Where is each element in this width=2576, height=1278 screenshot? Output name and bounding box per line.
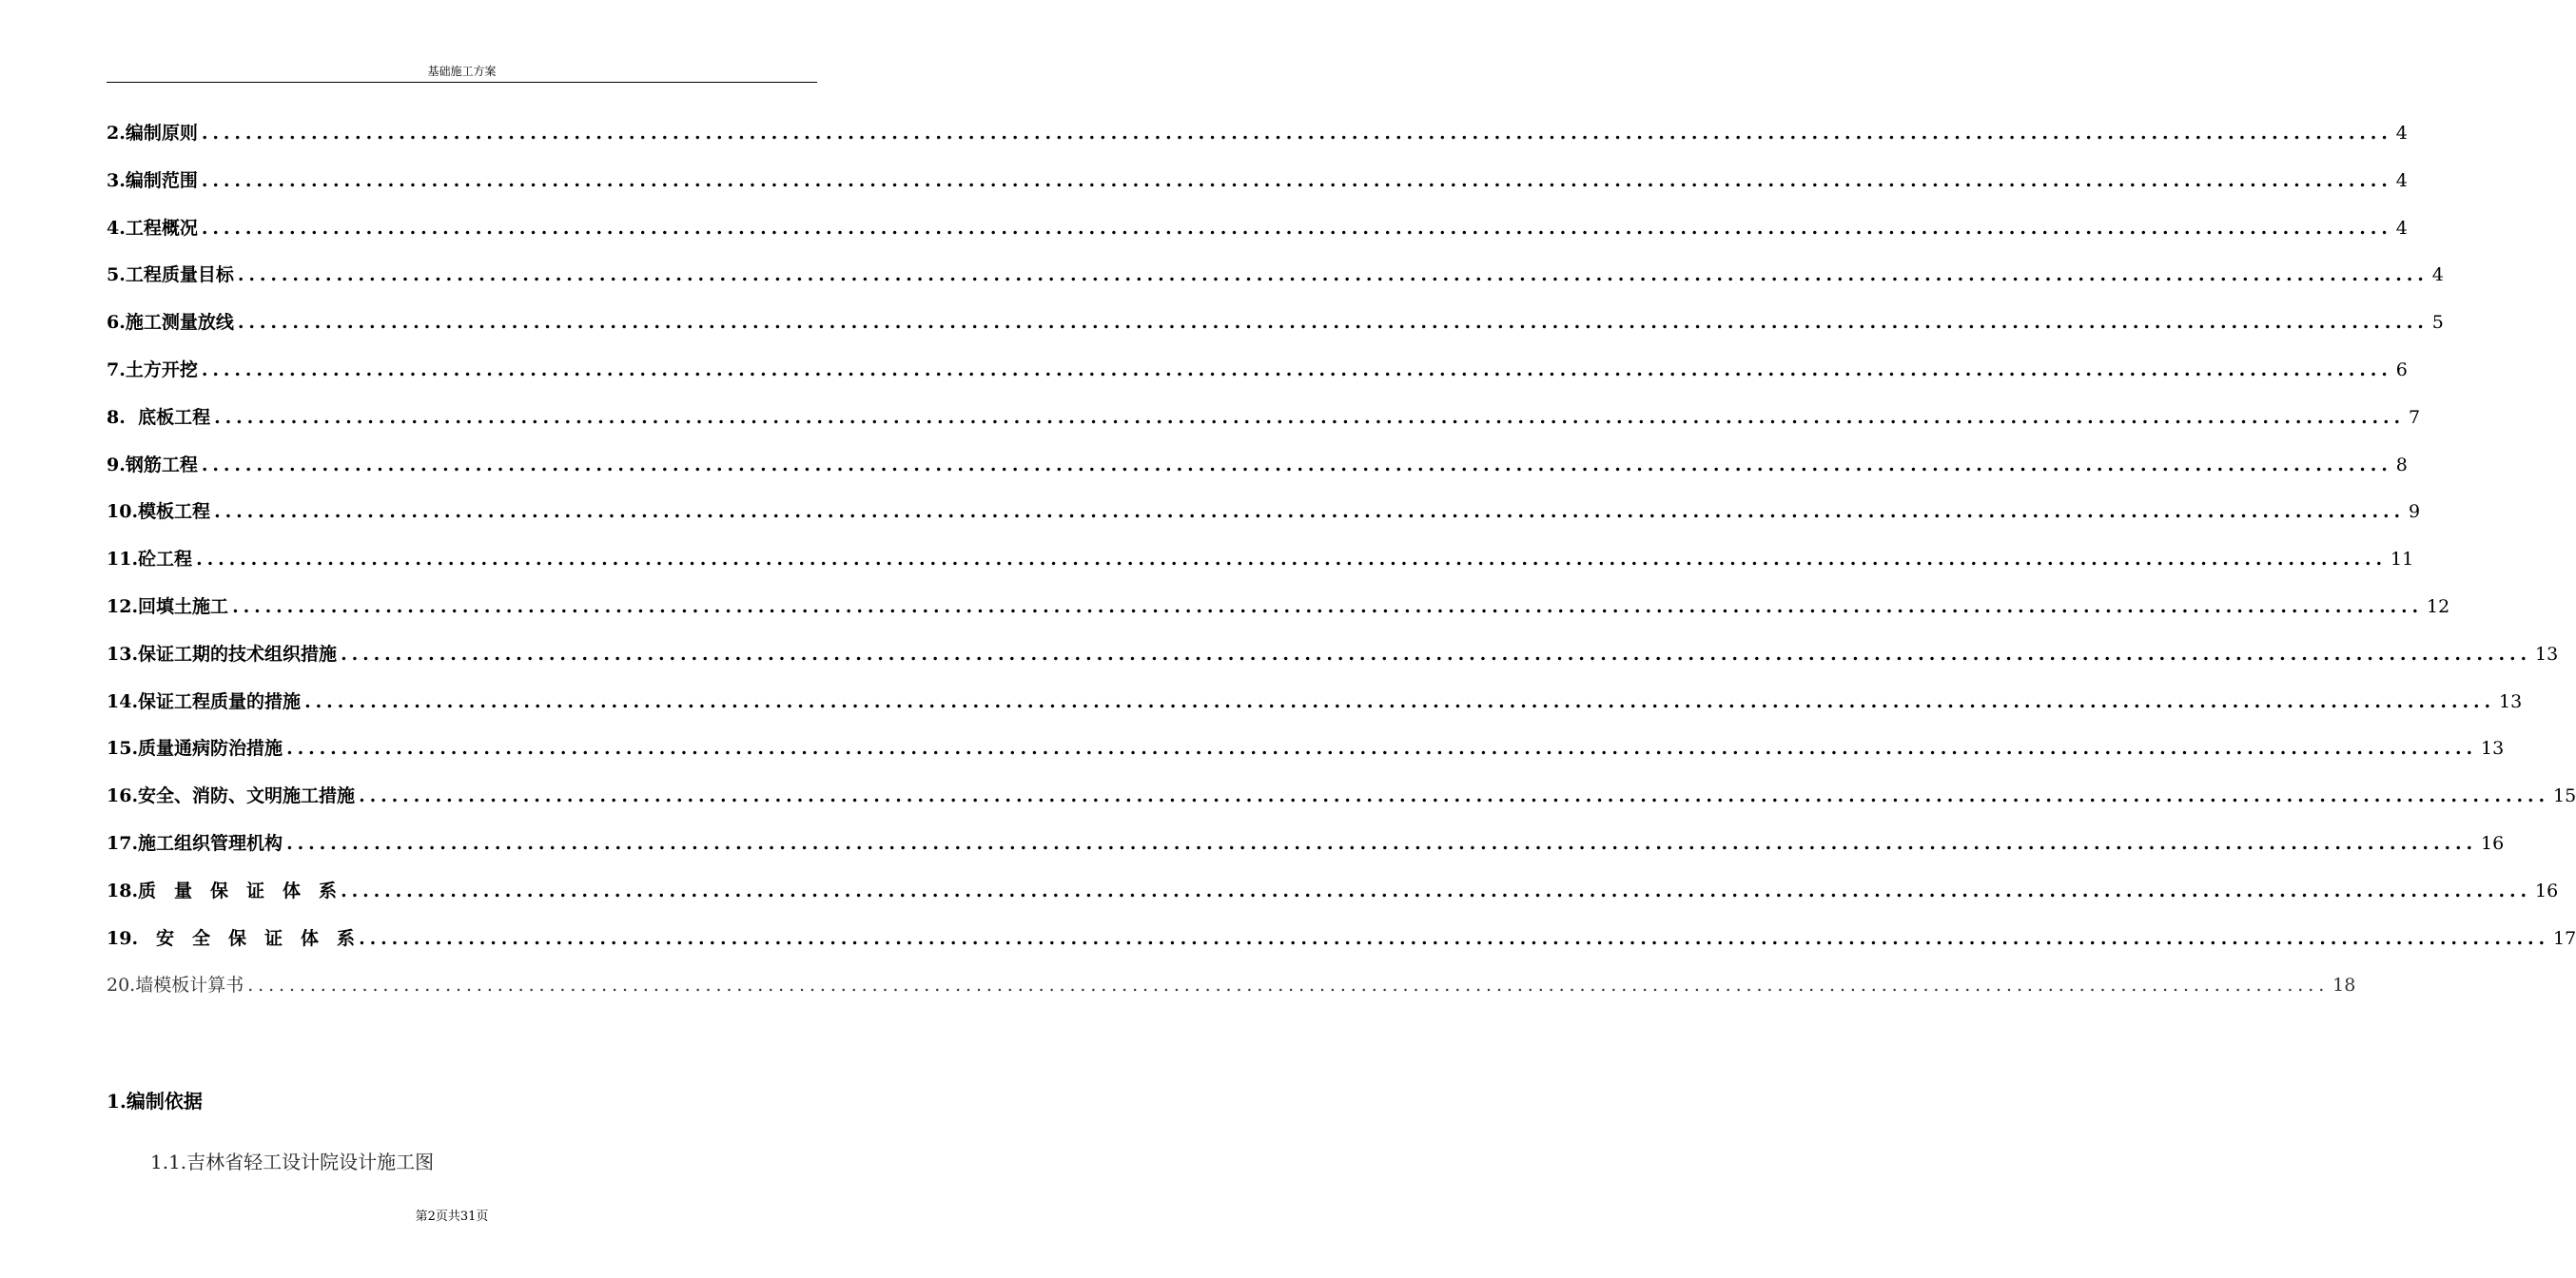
toc-entry[interactable]	[107, 261, 2444, 309]
page-header	[107, 61, 817, 83]
toc-entry-page: 5	[2431, 312, 2444, 334]
toc-entry-label: 15.质量通病防治措施	[107, 738, 283, 760]
toc-entry[interactable]	[107, 452, 2408, 499]
toc-dot-leader: ........................................................................................................................................................................................................	[286, 832, 2478, 854]
toc-entry-label: 19. 安 全 保 证 体 系	[107, 927, 356, 949]
toc-dot-leader: ........................................................................................................................................................................................................	[304, 690, 2496, 712]
toc-entry[interactable]	[107, 498, 2421, 546]
toc-entry-page: 15	[2553, 785, 2576, 807]
toc-entry-label: 13.保证工期的技术组织措施	[107, 643, 338, 665]
toc-entry-label: 6.施工测量放线	[107, 312, 234, 334]
toc-dot-leader: ........................................................................................................................................................................................................	[201, 454, 2392, 475]
toc-entry-page: 13	[2535, 643, 2559, 665]
toc-entry[interactable]	[107, 641, 2559, 688]
page-footer	[0, 1206, 904, 1224]
toc-entry-label: 9.钢筋工程	[107, 454, 198, 475]
toc-dot-leader: ........................................................................................................................................................................................................	[201, 217, 2392, 239]
toc-entry-page: 4	[2431, 264, 2444, 286]
toc-entry[interactable]	[107, 546, 2414, 593]
toc-entry-label: 18.质 量 保 证 体 系	[107, 880, 338, 901]
toc-entry-label: 2.编制原则	[107, 123, 198, 144]
toc-entry-page: 4	[2395, 217, 2408, 239]
toc-entry-page: 6	[2395, 358, 2408, 380]
toc-dot-leader: ........................................................................................................................................................................................................	[359, 927, 2550, 949]
toc-dot-leader: ........................................................................................................................................................................................................	[201, 123, 2392, 144]
toc-dot-leader: ........................................................................................................................................................................................................	[237, 312, 2429, 334]
toc-entry-page: 7	[2409, 406, 2421, 428]
toc-entry-page: 13	[2481, 738, 2505, 760]
toc-entry[interactable]	[107, 783, 2576, 830]
toc-entry-label: 16.安全、消防、文明施工措施	[107, 785, 356, 807]
toc-entry-label: 20.墙模板计算书	[107, 975, 244, 997]
toc-entry-label: 14.保证工程质量的措施	[107, 690, 302, 712]
toc-entry-label: 10.模板工程	[107, 501, 211, 523]
toc-entry-page: 17	[2553, 927, 2576, 949]
toc-dot-leader: ........................................................................................................................................................................................................	[359, 785, 2550, 807]
toc-entry-page: 16	[2535, 880, 2559, 901]
table-of-contents	[107, 120, 2576, 1019]
toc-entry[interactable]	[107, 972, 2356, 1019]
toc-entry[interactable]	[107, 215, 2408, 262]
toc-dot-leader: ........................................................................................................................................................................................................	[201, 358, 2392, 380]
toc-dot-leader: ........................................................................................................................................................................................................	[201, 169, 2392, 191]
page-number: 第2页共31页	[415, 1210, 489, 1224]
toc-entry-page: 4	[2395, 169, 2408, 191]
toc-dot-leader: ........................................................................................................................................................................................................	[341, 643, 2532, 665]
toc-entry[interactable]	[107, 830, 2505, 878]
toc-entry-label: 12.回填土施工	[107, 595, 229, 617]
section-title: 1.编制依据	[107, 1090, 203, 1113]
toc-entry-label: 4.工程概况	[107, 217, 198, 239]
toc-dot-leader: ........................................................................................................................................................................................................	[341, 880, 2532, 901]
toc-dot-leader: ........................................................................................................................................................................................................	[247, 975, 2330, 997]
toc-entry-label: 17.施工组织管理机构	[107, 832, 283, 854]
toc-entry-page: 18	[2332, 975, 2356, 997]
toc-entry[interactable]	[107, 925, 2576, 973]
toc-dot-leader: ........................................................................................................................................................................................................	[232, 595, 2424, 617]
header-title: 基础施工方案	[427, 65, 497, 78]
toc-entry[interactable]	[107, 309, 2444, 357]
toc-entry[interactable]	[107, 688, 2523, 736]
toc-entry-page: 8	[2395, 454, 2408, 475]
toc-entry-label: 3.编制范围	[107, 169, 198, 191]
toc-entry[interactable]	[107, 735, 2505, 783]
toc-entry[interactable]	[107, 593, 2450, 641]
toc-entry-label: 11.砼工程	[107, 549, 193, 571]
toc-dot-leader: ........................................................................................................................................................................................................	[286, 738, 2478, 760]
toc-entry[interactable]	[107, 404, 2421, 452]
toc-entry-label: 7.土方开挖	[107, 358, 198, 380]
toc-entry-page: 9	[2409, 501, 2421, 523]
toc-entry[interactable]	[107, 878, 2559, 925]
toc-dot-leader: ........................................................................................................................................................................................................	[237, 264, 2429, 286]
toc-entry[interactable]	[107, 357, 2408, 404]
toc-entry[interactable]	[107, 120, 2408, 167]
toc-dot-leader: ........................................................................................................................................................................................................	[214, 501, 2406, 523]
toc-entry[interactable]	[107, 167, 2408, 215]
toc-entry-page: 16	[2481, 832, 2505, 854]
toc-entry-label: 5.工程质量目标	[107, 264, 234, 286]
toc-entry-page: 13	[2499, 690, 2523, 712]
toc-entry-label: 8. 底板工程	[107, 406, 211, 428]
toc-dot-leader: ........................................................................................................................................................................................................	[196, 549, 2388, 571]
toc-entry-page: 4	[2395, 123, 2408, 144]
subsection-title: 1.1.吉林省轻工设计院设计施工图	[150, 1151, 435, 1173]
toc-entry-page: 12	[2427, 595, 2450, 617]
toc-dot-leader: ........................................................................................................................................................................................................	[214, 406, 2406, 428]
toc-entry-page: 11	[2391, 549, 2414, 571]
